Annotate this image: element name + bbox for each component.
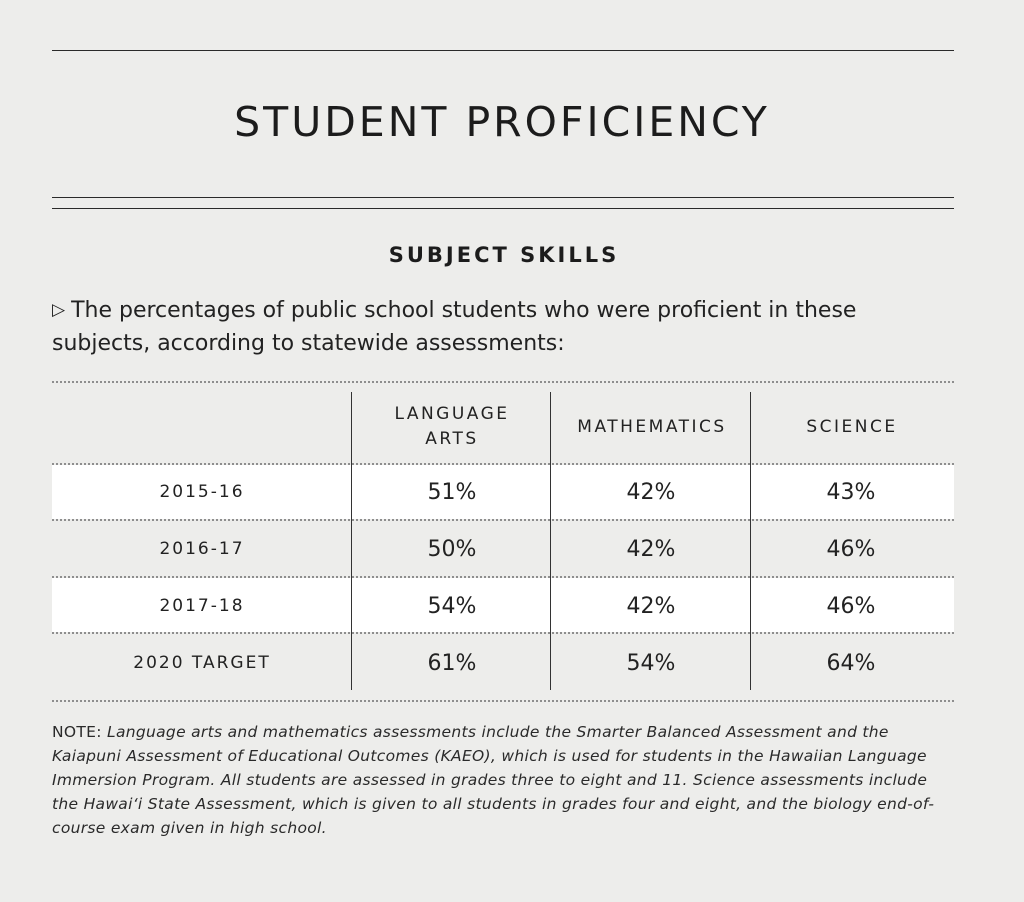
table-cell: 50%	[427, 537, 477, 562]
page-title: STUDENT PROFICIENCY	[234, 98, 770, 146]
table-cell: 61%	[427, 651, 477, 676]
column-header-language-arts: LANGUAGE ARTS	[394, 404, 510, 449]
footnote	[52, 720, 952, 840]
footnote-body: Language arts and mathematics assessments include the Smarter Balanced Assessment and the Kaiapuni Assessment of Educational Outcomes (KAEO), which is used for students in the Hawaiian Language Immersion Program. All students are assessed in grades three to eight and 11. Science assessments include the Hawai‘i State Assessment, which is given to all students in grades four and eight, and the biology end-of-course exam given in high school.	[52, 723, 935, 837]
row-label: 2017-18	[159, 596, 245, 616]
column-header-mathematics: MATHEMATICS	[577, 417, 727, 437]
table-cell: 46%	[826, 537, 876, 562]
table-cell: 64%	[826, 651, 876, 676]
row-label: 2016-17	[159, 539, 245, 559]
section-subtitle: SUBJECT SKILLS	[388, 243, 620, 267]
footnote-lead: NOTE:	[52, 723, 102, 741]
double-rule-upper	[52, 197, 954, 198]
row-label: 2020 TARGET	[133, 653, 271, 673]
table-bottom-dotted-rule	[52, 700, 954, 702]
table-cell: 46%	[826, 594, 876, 619]
table-top-dotted-rule	[52, 381, 954, 383]
table-cell: 42%	[626, 480, 676, 505]
double-rule-lower	[52, 208, 954, 209]
row-label: 2015-16	[159, 482, 245, 502]
top-rule	[52, 50, 954, 51]
table-cell: 54%	[427, 594, 477, 619]
row-dotted-rule	[52, 632, 954, 634]
row-dotted-rule	[52, 519, 954, 521]
triangle-marker-icon: ▷	[52, 300, 66, 320]
table-cell: 51%	[427, 480, 477, 505]
table-cell: 54%	[626, 651, 676, 676]
intro-text-block	[52, 295, 957, 359]
column-header-science: SCIENCE	[806, 417, 898, 437]
table-cell: 43%	[826, 480, 876, 505]
table-cell: 42%	[626, 537, 676, 562]
intro-text: The percentages of public school students who were proficient in these subjects, according to statewide assessments:	[52, 298, 857, 356]
table-cell: 42%	[626, 594, 676, 619]
